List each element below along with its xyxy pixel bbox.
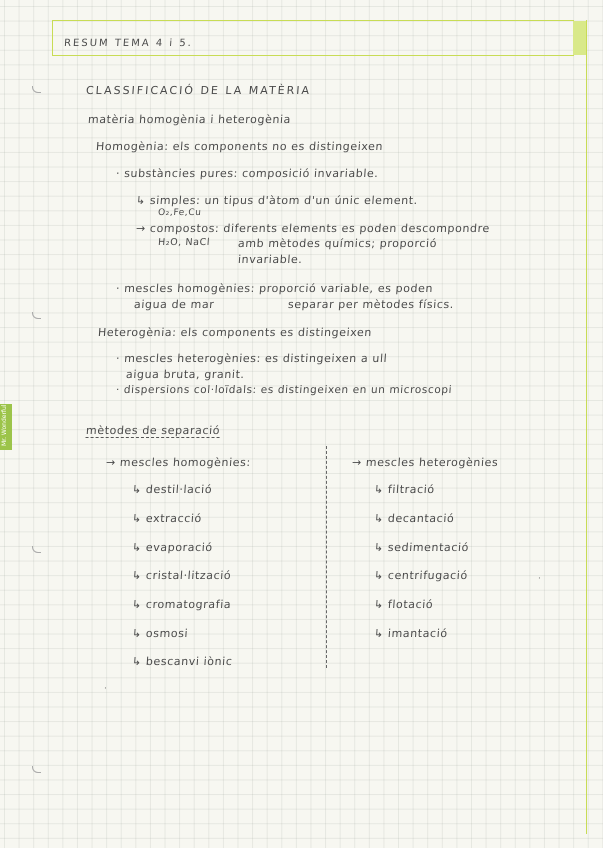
section-heading: CLASSIFICACIÓ DE LA MATÈRIA (85, 84, 312, 97)
left-method-item: ↳ extracció (131, 512, 203, 525)
methods-heading: mètodes de separació (85, 424, 221, 437)
left-method-item: ↳ bescanvi iònic (131, 655, 233, 668)
note-mescles-heterogenies: · mescles heterogènies: es distingeixen a ull (115, 352, 388, 365)
left-method-item: ↳ evaporació (131, 541, 214, 554)
note-homogenia: Homogènia: els components no es distingeixen (95, 140, 384, 153)
left-method-item: ↳ osmosi (131, 627, 189, 640)
note-compostos-line3: invariable. (237, 253, 303, 266)
left-method-item: ↳ destil·lació (131, 483, 213, 496)
note-compostos-line2: amb mètodes químics; proporció (237, 237, 438, 250)
note-heterogenia: Heterogènia: els components es distingeixen (97, 326, 373, 339)
note-dispersions: · dispersions col·loïdals: es distingeixen en un microscopi (115, 384, 453, 396)
right-method-item: ↳ flotació (373, 598, 434, 611)
column-divider (326, 446, 327, 668)
page-header-title: RESUM TEMA 4 i 5. (63, 38, 194, 49)
binder-hole (32, 766, 41, 773)
side-margin-bar (586, 20, 601, 834)
brand-label: Mr. Wonderful (1, 404, 8, 446)
binder-hole (32, 312, 41, 319)
left-column-title: → mescles homogènies: (105, 456, 252, 469)
note-mescles-het-example: aigua bruta, granit. (125, 368, 246, 381)
note-compostos: → compostos: diferents elements es poden descompondre (135, 222, 491, 235)
right-method-item: ↳ decantació (373, 512, 455, 525)
note-simples: ↳ simples: un tipus d'àtom d'un únic element. (135, 194, 419, 207)
note-compostos-example: H₂O, NaCl (157, 237, 211, 248)
note-simples-example: O₂,Fe,Cu (157, 208, 202, 218)
note-mescles-h-example: aigua de mar (133, 298, 215, 311)
subheading: matèria homogènia i heterogènia (87, 113, 292, 126)
note-substancies: · substàncies pures: composició invariable. (115, 167, 379, 180)
binder-hole (32, 546, 41, 553)
note-mescles-homogenies: · mescles homogènies: proporció variable, es poden (115, 282, 434, 295)
right-method-item: ↳ sedimentació (373, 541, 470, 554)
left-method-item: ↳ cromatografia (131, 598, 232, 611)
right-method-item: ↳ filtració (373, 483, 436, 496)
note-mescles-h-line2: separar per mètodes físics. (287, 298, 455, 311)
brand-tab (0, 404, 12, 450)
right-column-title: → mescles heterogènies (351, 456, 499, 469)
stray-mark: · (538, 574, 541, 584)
binder-hole (32, 86, 41, 93)
left-method-item: ↳ cristal·lització (131, 569, 232, 582)
right-method-item: ↳ imantació (373, 627, 449, 640)
stray-mark: · (104, 684, 107, 694)
right-method-item: ↳ centrifugació (373, 569, 469, 582)
